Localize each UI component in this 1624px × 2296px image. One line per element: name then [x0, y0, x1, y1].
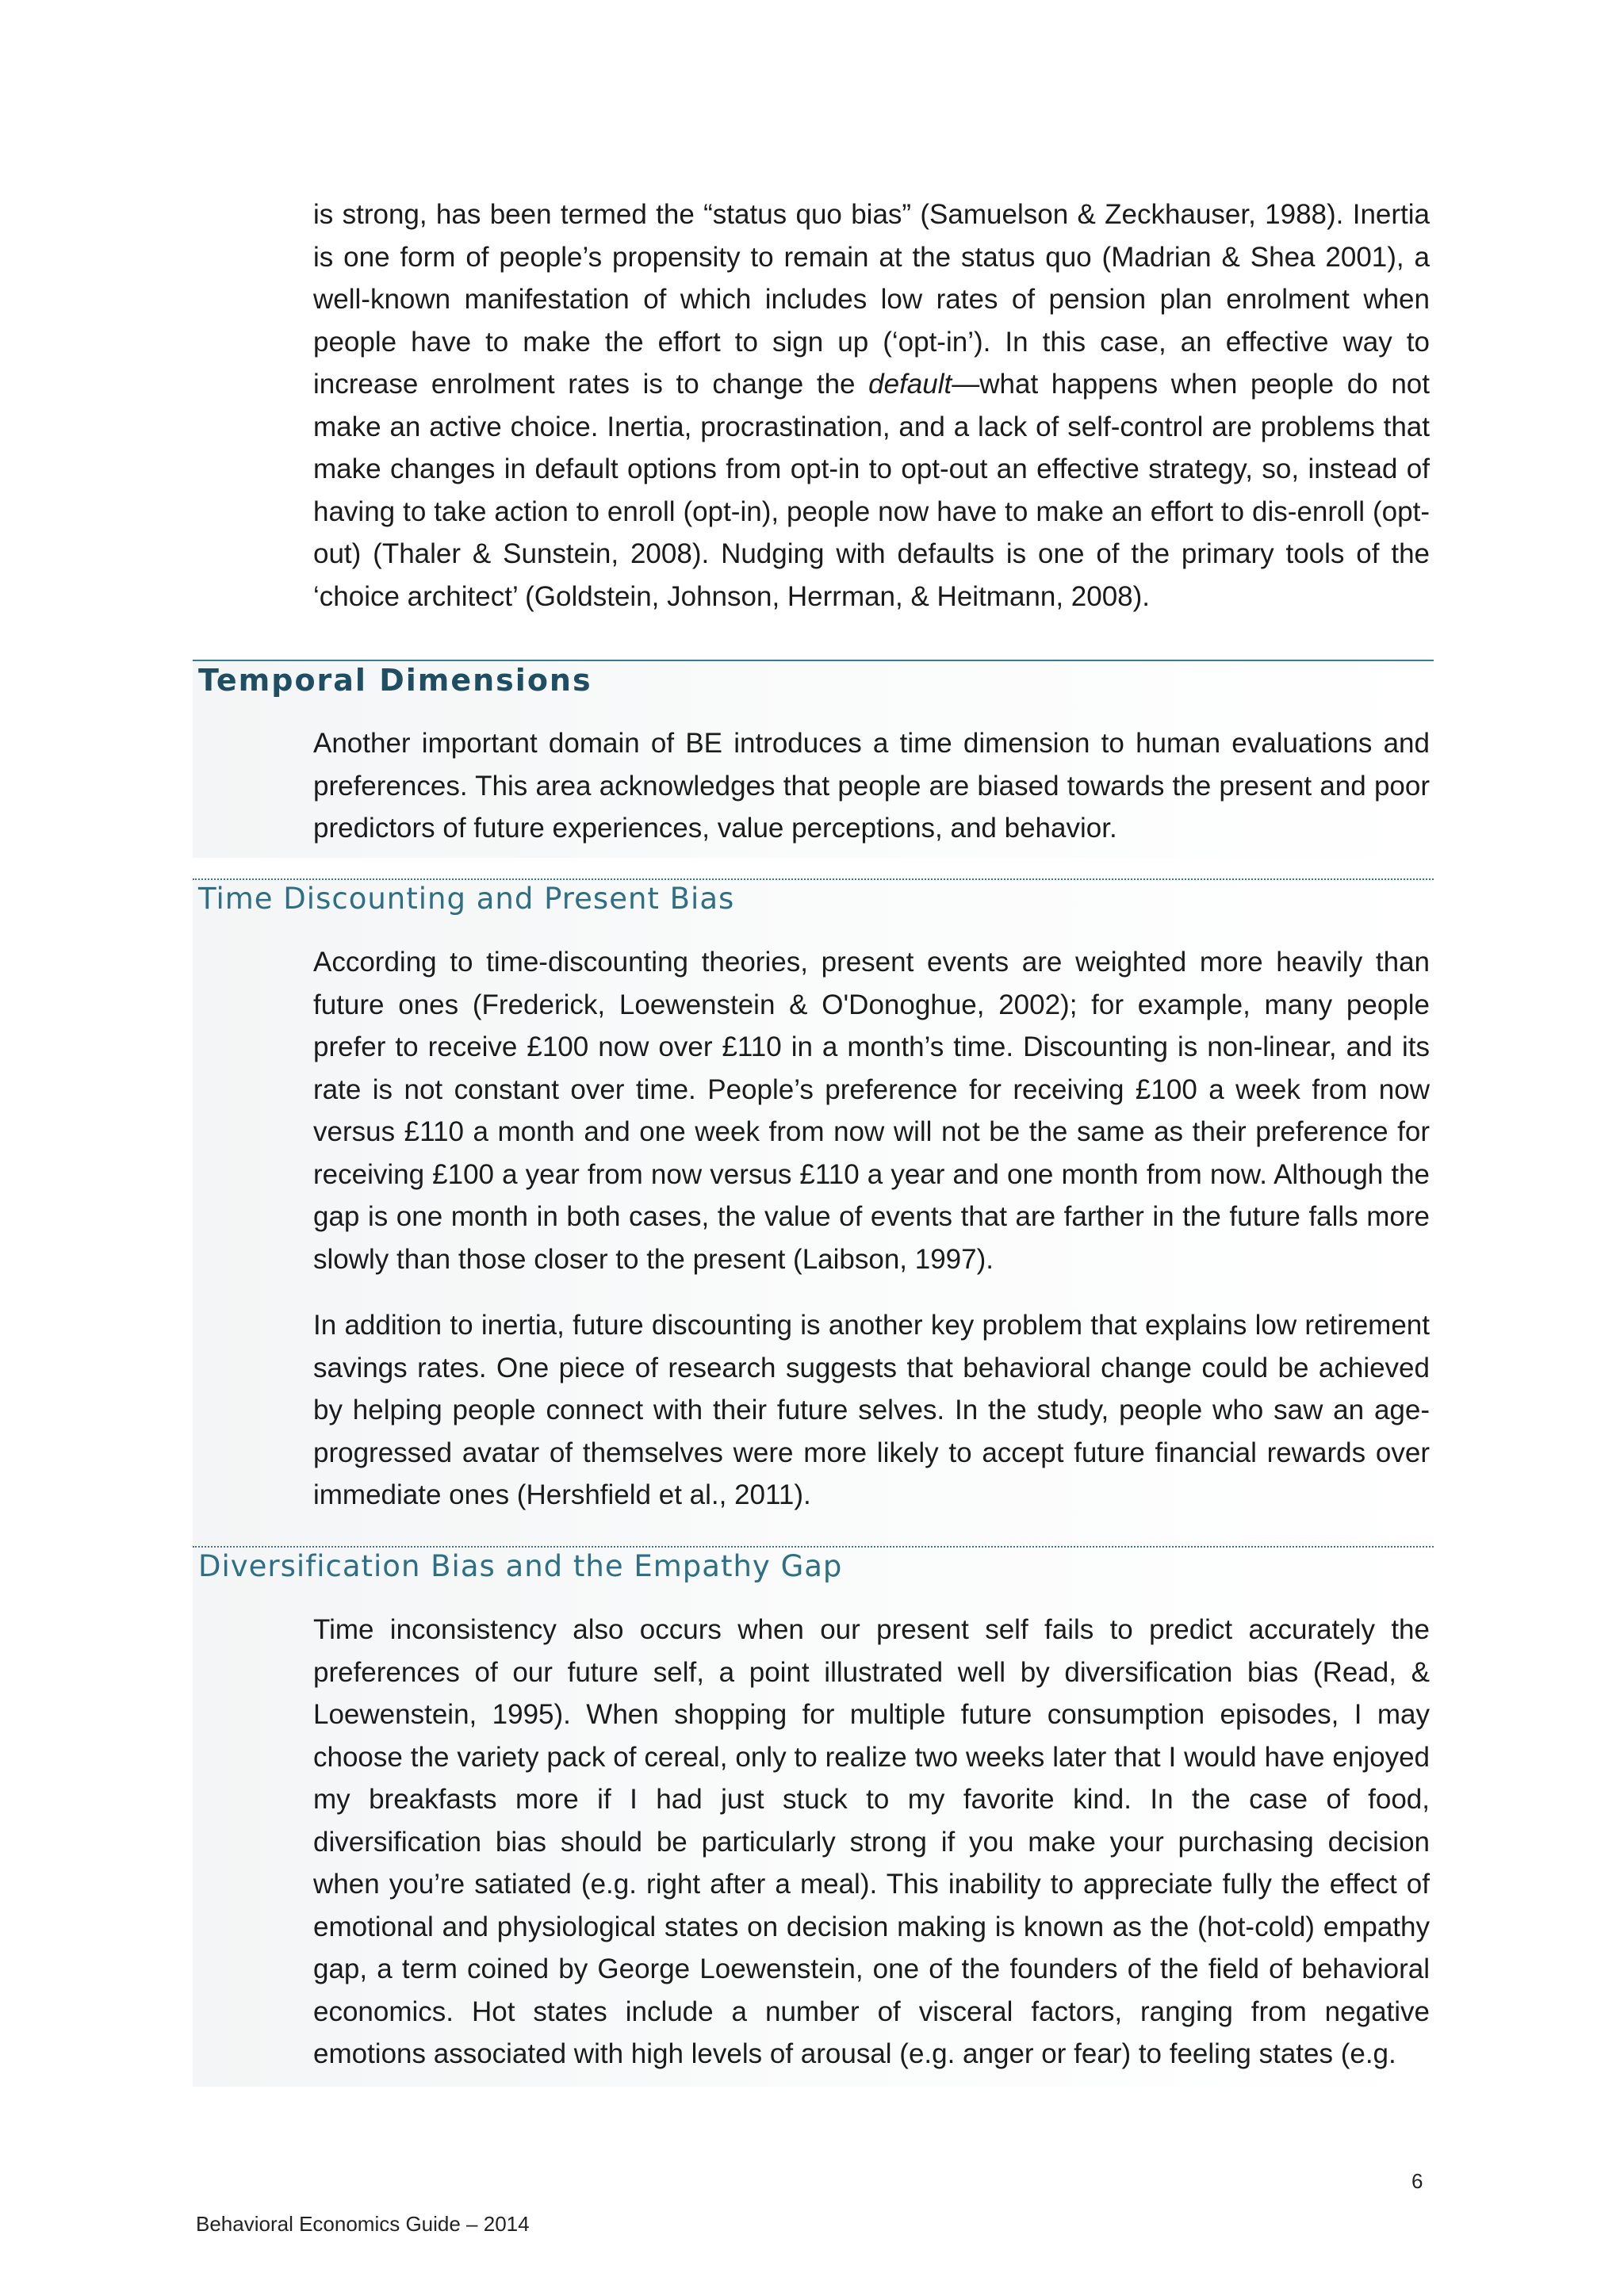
- diversification-heading-rule: [193, 1546, 1434, 1548]
- time-discounting-paragraph-2: In addition to inertia, future discounting is another key problem that explains low retirement savings rates. One piece of research suggests that behavioral change could be achieved by helping people connect with their future selves. In the study, people who saw an age-progressed avatar of themselves were more likely to accept future financial rewards over immediate ones (Hershfield et al., 2011).: [313, 1310, 1430, 1510]
- intro-text-after: —what happens when people do not make an active choice. Inertia, procrastination, and a lack of self-control are problems that make changes in default options from opt-in to opt-out an effective strategy, so, instead of having to take action to enroll (opt-in), people now have to make an effort to dis-enroll (opt-out) (Thaler & Sunstein, 2008). Nudging with defaults is one of the primary tools of the ‘choice architect’ (Goldstein, Johnson, Herrman, & Heitmann, 2008).: [313, 369, 1430, 612]
- intro-text-before: is strong, has been termed the “status quo bias” (Samuelson & Zeckhauser, 1988). Inertia is one form of people’s propensity to remain at the status quo (Madrian & Shea 2001), a well-known manifestation of which includes low rates of pension plan enrolment when people have to make the effort to sign up (‘opt-in’). In this case, an effective way to increase enrolment rates is to change the: [313, 199, 1430, 400]
- diversification-heading: Diversification Bias and the Empathy Gap: [198, 1549, 843, 1583]
- diversification-paragraph: Time inconsistency also occurs when our present self fails to predict accurately the preferences of our future self, a point illustrated well by diversification bias (Read, & Loewenstein, 1995). When shopping for multiple future consumption episodes, I may choose the variety pack of cereal, only to realize two weeks later that I would have enjoyed my breakfasts more if I had just stuck to my favorite kind. In the case of food, diversification bias should be particularly strong if you make your purchasing decision when you’re satiated (e.g. right after a meal). This inability to appreciate fully the effect of emotional and physiological states on decision making is known as the (hot-cold) empathy gap, a term coined by George Loewenstein, one of the founders of the field of behavioral economics. Hot states include a number of visceral factors, ranging from negative emotions associated with high levels of arousal (e.g. anger or fear) to feeling states (e.g.: [313, 1614, 1430, 2069]
- temporal-heading-rule: [193, 660, 1434, 661]
- intro-paragraph: [313, 193, 1430, 618]
- intro-text-emphasis: default: [868, 369, 952, 400]
- footer-title: Behavioral Economics Guide – 2014: [196, 2212, 530, 2236]
- temporal-paragraph: Another important domain of BE introduces a time dimension to human evaluations and preferences. This area acknowledges that people are biased towards the present and poor predictors of future experiences, value perceptions, and behavior.: [313, 728, 1430, 844]
- time-discounting-paragraph-1: According to time-discounting theories, present events are weighted more heavily than future ones (Frederick, Loewenstein & O'Donoghue, 2002); for example, many people prefer to receive £100 now over £110 in a month’s time. Discounting is non-linear, and its rate is not constant over time. People’s preference for receiving £100 a week from now versus £110 a month and one week from now will not be the same as their preference for receiving £100 a year from now versus £110 a year and one month from now. Although the gap is one month in both cases, the value of events that are farther in the future falls more slowly than those closer to the present (Laibson, 1997).: [313, 947, 1430, 1275]
- time-discounting-heading-rule: [193, 878, 1434, 880]
- temporal-heading: Temporal Dimensions: [198, 663, 592, 698]
- page-number: 6: [1411, 2169, 1423, 2193]
- time-discounting-heading: Time Discounting and Present Bias: [198, 882, 735, 916]
